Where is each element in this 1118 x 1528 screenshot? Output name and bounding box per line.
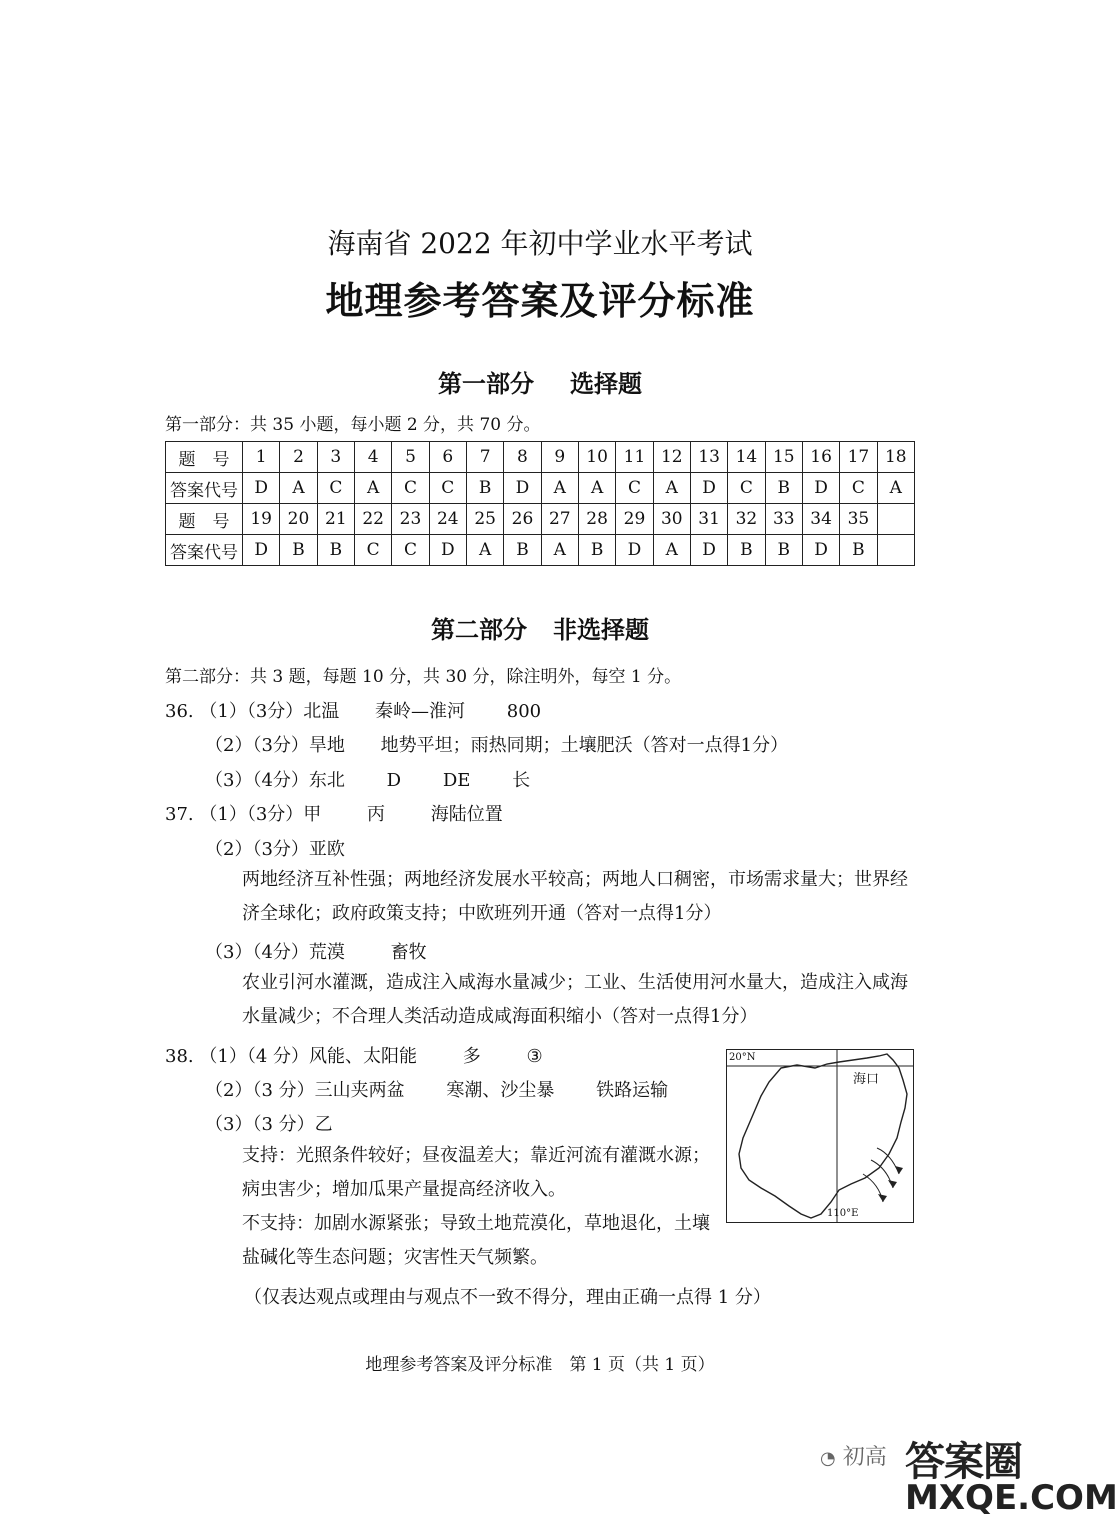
q38-number: 38. bbox=[165, 1046, 194, 1067]
part1-heading-a: 第一部分 bbox=[438, 370, 534, 398]
table-cell: 17 bbox=[840, 442, 877, 473]
q36-number: 36. bbox=[165, 701, 194, 722]
q38-oppose-text: 不支持：加剧水源紧张；导致土地荒漠化，草地退化，土壤盐碱化等生态问题；灾害性天气频繁。 bbox=[242, 1213, 710, 1268]
q38-support-text: 支持：光照条件较好；昼夜温差大；靠近河流有灌溉水源；病虫害少；增加瓜果产量提高经济收入。 bbox=[242, 1145, 710, 1200]
table-cell bbox=[877, 504, 914, 535]
table-cell: 30 bbox=[653, 504, 690, 535]
page-footer: 地理参考答案及评分标准 第 1 页（共 1 页） bbox=[365, 1355, 715, 1375]
table-cell: C bbox=[392, 535, 429, 566]
table-cell: 19 bbox=[243, 504, 280, 535]
table-cell: A bbox=[541, 473, 578, 504]
label-question-no: 题 号 bbox=[166, 442, 243, 473]
table-cell: 21 bbox=[317, 504, 354, 535]
table-cell: 26 bbox=[504, 504, 541, 535]
table-row-numbers-2 bbox=[166, 504, 915, 535]
table-cell: 8 bbox=[504, 442, 541, 473]
label-answer-code: 答案代号 bbox=[166, 535, 243, 566]
table-cell: 16 bbox=[802, 442, 839, 473]
part2-heading-a: 第二部分 bbox=[431, 616, 527, 644]
table-cell: 11 bbox=[616, 442, 653, 473]
q37-part2-text: 两地经济互补性强；两地经济发展水平较高；两地人口稠密，市场需求量大；世界经济全球化；政府政策支持；中欧班列开通（答对一点得1分） bbox=[242, 869, 908, 924]
q38-scoring-note: （仅表达观点或理由与观点不一致不得分，理由正确一点得 1 分） bbox=[244, 1287, 771, 1308]
table-cell: 35 bbox=[840, 504, 877, 535]
part1-heading bbox=[0, 364, 1080, 399]
table-cell: D bbox=[802, 473, 839, 504]
answer-text: 地势平坦；雨热同期；土壤肥沃（答对一点得1分） bbox=[380, 735, 789, 756]
table-cell: D bbox=[243, 535, 280, 566]
answer-text: （1）（3分）北温 bbox=[199, 701, 340, 722]
table-cell: 13 bbox=[690, 442, 727, 473]
table-cell: D bbox=[504, 473, 541, 504]
table-cell: D bbox=[802, 535, 839, 566]
table-cell: C bbox=[616, 473, 653, 504]
hainan-map bbox=[726, 1049, 914, 1223]
q37-part2: （2）（3分）亚欧 bbox=[205, 839, 345, 860]
table-cell: 10 bbox=[578, 442, 615, 473]
table-cell: 9 bbox=[541, 442, 578, 473]
table-cell: 25 bbox=[466, 504, 503, 535]
table-cell: 14 bbox=[728, 442, 765, 473]
table-cell: D bbox=[616, 535, 653, 566]
table-cell: A bbox=[877, 473, 914, 504]
table-cell: C bbox=[317, 473, 354, 504]
exam-title: 海南省 2022 年初中学业水平考试 bbox=[327, 227, 753, 260]
answer-text: （2）（3 分）三山夹两盆 bbox=[205, 1080, 405, 1101]
table-cell: 5 bbox=[392, 442, 429, 473]
q37-part3-text: 农业引河水灌溉，造成注入咸海水量减少；工业、生活使用河水量大，造成注入咸海水量减少；不合理人类活动造成咸海面积缩小（答对一点得1分） bbox=[242, 972, 908, 1027]
table-cell: 20 bbox=[280, 504, 317, 535]
answer-text: 海陆位置 bbox=[430, 804, 503, 825]
answer-text: ③ bbox=[526, 1046, 543, 1067]
table-cell: 15 bbox=[765, 442, 802, 473]
table-cell: 1 bbox=[243, 442, 280, 473]
watermark-site: MXQE.COM bbox=[905, 1478, 1118, 1518]
part2-intro: 第二部分：共 3 题，每题 10 分，共 30 分，除注明外，每空 1 分。 bbox=[165, 667, 682, 687]
document-subtitle: 地理参考答案及评分标准 bbox=[325, 279, 755, 323]
table-cell: B bbox=[765, 535, 802, 566]
q37-part3 bbox=[205, 938, 427, 964]
q38-part2 bbox=[205, 1076, 668, 1102]
answer-text: DE bbox=[442, 770, 471, 791]
map-longitude-label: 110°E bbox=[827, 1208, 859, 1219]
table-cell: B bbox=[504, 535, 541, 566]
label-question-no: 题 号 bbox=[166, 504, 243, 535]
table-cell: C bbox=[354, 535, 391, 566]
answer-text: （3）（4分）东北 bbox=[205, 770, 345, 791]
answer-text: 长 bbox=[512, 770, 531, 791]
part2-heading-b: 非选择题 bbox=[553, 616, 649, 644]
table-row-answers-2 bbox=[166, 535, 915, 566]
table-cell: C bbox=[728, 473, 765, 504]
table-cell: B bbox=[578, 535, 615, 566]
table-cell: 23 bbox=[392, 504, 429, 535]
answer-text: （1）（4 分）风能、太阳能 bbox=[199, 1046, 417, 1067]
q37-part1 bbox=[165, 800, 503, 826]
answer-text: 寒潮、沙尘暴 bbox=[446, 1080, 555, 1101]
answer-text: 畜牧 bbox=[390, 942, 427, 963]
table-cell: 3 bbox=[317, 442, 354, 473]
table-cell: 29 bbox=[616, 504, 653, 535]
table-cell: A bbox=[653, 473, 690, 504]
table-cell: 2 bbox=[280, 442, 317, 473]
table-cell: D bbox=[690, 535, 727, 566]
table-cell: 24 bbox=[429, 504, 466, 535]
table-cell: D bbox=[690, 473, 727, 504]
table-cell: A bbox=[541, 535, 578, 566]
wechat-icon: ◔ bbox=[820, 1448, 836, 1469]
watermark-wechat bbox=[820, 1440, 887, 1471]
answer-text: 800 bbox=[506, 701, 542, 722]
answer-text: （1）（3分）甲 bbox=[199, 804, 322, 825]
table-cell: C bbox=[840, 473, 877, 504]
table-cell: D bbox=[243, 473, 280, 504]
map-latitude-label: 20°N bbox=[729, 1052, 756, 1063]
table-cell: B bbox=[280, 535, 317, 566]
table-cell: 6 bbox=[429, 442, 466, 473]
table-cell: B bbox=[840, 535, 877, 566]
table-cell: 34 bbox=[802, 504, 839, 535]
table-cell: 27 bbox=[541, 504, 578, 535]
q36-part1 bbox=[165, 697, 541, 723]
answer-text: 铁路运输 bbox=[596, 1080, 669, 1101]
part1-intro: 第一部分：共 35 小题，每小题 2 分，共 70 分。 bbox=[165, 415, 541, 435]
table-cell: 28 bbox=[578, 504, 615, 535]
table-cell: 33 bbox=[765, 504, 802, 535]
table-cell: C bbox=[392, 473, 429, 504]
table-cell: 32 bbox=[728, 504, 765, 535]
answer-text: （2）（3分）旱地 bbox=[205, 735, 345, 756]
table-row-answers-1 bbox=[166, 473, 915, 504]
table-cell: A bbox=[280, 473, 317, 504]
table-cell: B bbox=[317, 535, 354, 566]
q36-part2 bbox=[205, 731, 788, 757]
table-cell: 31 bbox=[690, 504, 727, 535]
answer-text: D bbox=[386, 770, 402, 791]
answer-text: 丙 bbox=[367, 804, 386, 825]
answer-text: 多 bbox=[462, 1046, 481, 1067]
table-cell: B bbox=[765, 473, 802, 504]
map-city-label: 海口 bbox=[853, 1072, 880, 1087]
label-answer-code: 答案代号 bbox=[166, 473, 243, 504]
watermark-brand: 答案圈 bbox=[905, 1439, 1022, 1485]
part1-heading-b: 选择题 bbox=[570, 370, 642, 398]
table-cell: A bbox=[578, 473, 615, 504]
hainan-map-drawing bbox=[727, 1050, 913, 1222]
q37-number: 37. bbox=[165, 804, 194, 825]
q38-part3: （3）（3 分）乙 bbox=[205, 1114, 333, 1135]
table-cell: B bbox=[466, 473, 503, 504]
table-cell: A bbox=[466, 535, 503, 566]
table-cell: 18 bbox=[877, 442, 914, 473]
table-row-numbers-1 bbox=[166, 442, 915, 473]
table-cell: D bbox=[429, 535, 466, 566]
q38-part1 bbox=[165, 1042, 543, 1068]
table-cell: 22 bbox=[354, 504, 391, 535]
q36-part3 bbox=[205, 766, 530, 792]
table-cell: 4 bbox=[354, 442, 391, 473]
answer-text: 秦岭—淮河 bbox=[375, 701, 466, 722]
table-cell bbox=[877, 535, 914, 566]
table-cell: 7 bbox=[466, 442, 503, 473]
table-cell: 12 bbox=[653, 442, 690, 473]
table-cell: B bbox=[728, 535, 765, 566]
part2-heading bbox=[0, 610, 1080, 645]
answer-text: （3）（4分）荒漠 bbox=[205, 942, 345, 963]
answer-table bbox=[165, 441, 915, 566]
table-cell: A bbox=[354, 473, 391, 504]
table-cell: A bbox=[653, 535, 690, 566]
watermark-wechat-text: 初高 bbox=[842, 1445, 887, 1470]
table-cell: C bbox=[429, 473, 466, 504]
